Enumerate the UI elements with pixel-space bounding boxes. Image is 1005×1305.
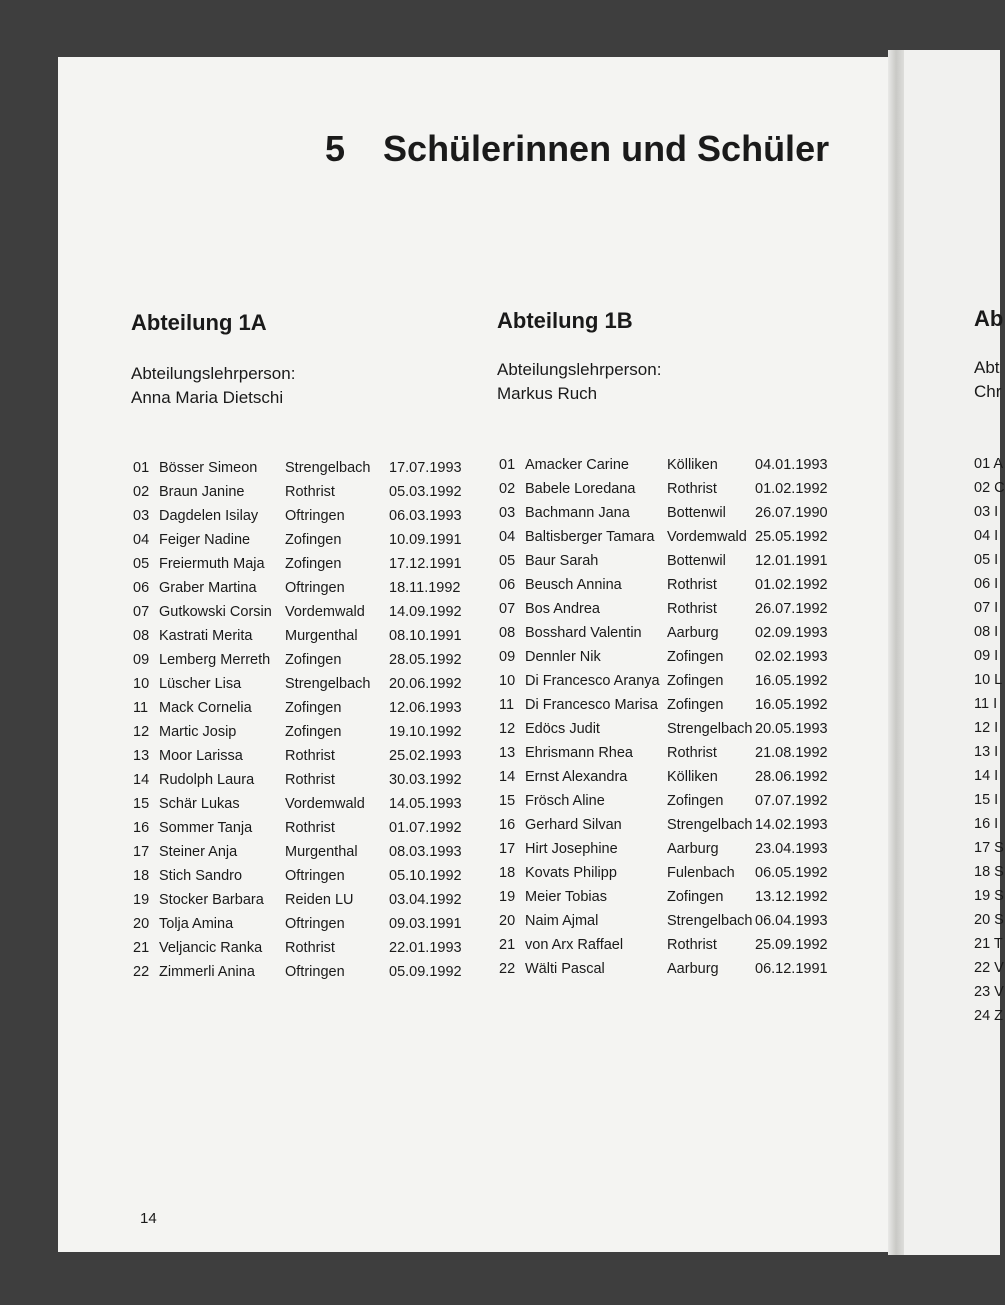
- student-place: Kölliken: [667, 769, 718, 785]
- student-number: 16: [133, 820, 150, 836]
- student-birthdate: 12.06.1993: [389, 700, 462, 716]
- right-page-row: 16 I: [974, 816, 999, 832]
- student-number: 09: [133, 652, 150, 668]
- chapter-number: 5: [325, 128, 346, 169]
- student-birthdate: 06.03.1993: [389, 508, 462, 524]
- right-page-row: 10 L: [974, 672, 1003, 688]
- student-birthdate: 02.02.1993: [755, 649, 828, 665]
- student-name: Martic Josip: [159, 724, 237, 740]
- student-name: Edöcs Judit: [525, 721, 600, 737]
- student-birthdate: 17.12.1991: [389, 556, 462, 572]
- student-place: Murgenthal: [285, 628, 358, 644]
- student-name: Lüscher Lisa: [159, 676, 242, 692]
- student-number: 14: [133, 772, 150, 788]
- student-name: von Arx Raffael: [525, 937, 624, 953]
- student-place: Rothrist: [285, 484, 335, 500]
- student-place: Oftringen: [285, 508, 345, 524]
- student-place: Rothrist: [285, 772, 335, 788]
- student-birthdate: 08.03.1993: [389, 844, 462, 860]
- student-birthdate: 01.02.1992: [755, 577, 828, 593]
- student-place: Zofingen: [285, 700, 342, 716]
- section-heading: Abteilung 1B: [497, 308, 633, 333]
- student-place: Oftringen: [285, 580, 345, 596]
- student-name: Baltisberger Tamara: [525, 529, 655, 545]
- student-place: Zofingen: [285, 652, 342, 668]
- student-birthdate: 20.06.1992: [389, 676, 462, 692]
- student-place: Zofingen: [285, 556, 342, 572]
- student-name: Di Francesco Marisa: [525, 697, 658, 713]
- student-place: Bottenwil: [667, 505, 726, 521]
- student-number: 12: [133, 724, 150, 740]
- student-number: 17: [133, 844, 150, 860]
- student-name: Stich Sandro: [159, 868, 243, 884]
- student-number: 05: [499, 553, 516, 569]
- student-birthdate: 02.09.1993: [755, 625, 828, 641]
- student-birthdate: 18.11.1992: [389, 580, 461, 596]
- student-birthdate: 05.10.1992: [389, 868, 462, 884]
- student-birthdate: 17.07.1993: [389, 460, 462, 476]
- student-birthdate: 01.02.1992: [755, 481, 828, 497]
- student-name: Ernst Alexandra: [525, 769, 628, 785]
- student-name: Amacker Carine: [525, 457, 629, 473]
- right-page-row: 06 I: [974, 576, 999, 592]
- student-place: Fulenbach: [667, 865, 735, 881]
- student-number: 17: [499, 841, 516, 857]
- right-page-row: 09 I: [974, 648, 999, 664]
- section-1a: [131, 310, 296, 407]
- teacher-label: Abteilungslehrperson:: [497, 360, 662, 379]
- right-page-row: 21 T: [974, 936, 1003, 952]
- student-number: 16: [499, 817, 516, 833]
- student-birthdate: 06.05.1992: [755, 865, 828, 881]
- student-name: Dagdelen Isilay: [159, 508, 259, 524]
- student-number: 21: [499, 937, 516, 953]
- student-place: Zofingen: [285, 532, 342, 548]
- right-page-row: 08 I: [974, 624, 999, 640]
- student-birthdate: 25.09.1992: [755, 937, 828, 953]
- student-name: Babele Loredana: [525, 481, 636, 497]
- student-birthdate: 26.07.1992: [755, 601, 828, 617]
- student-birthdate: 21.08.1992: [755, 745, 828, 761]
- student-name: Di Francesco Aranya: [525, 673, 660, 689]
- student-number: 09: [499, 649, 516, 665]
- student-name: Hirt Josephine: [525, 841, 618, 857]
- student-birthdate: 07.07.1992: [755, 793, 828, 809]
- student-number: 11: [499, 697, 515, 713]
- student-birthdate: 05.09.1992: [389, 964, 462, 980]
- student-birthdate: 20.05.1993: [755, 721, 828, 737]
- student-number: 19: [133, 892, 150, 908]
- student-number: 15: [499, 793, 516, 809]
- student-place: Oftringen: [285, 868, 345, 884]
- right-page-row: 17 S: [974, 840, 1004, 856]
- student-place: Rothrist: [667, 577, 717, 593]
- student-number: 02: [133, 484, 150, 500]
- student-name: Bösser Simeon: [159, 460, 258, 476]
- student-place: Oftringen: [285, 964, 345, 980]
- section-1b: [497, 308, 662, 403]
- student-number: 07: [133, 604, 150, 620]
- student-birthdate: 23.04.1993: [755, 841, 828, 857]
- student-name: Gerhard Silvan: [525, 817, 622, 833]
- student-birthdate: 19.10.1992: [389, 724, 462, 740]
- student-birthdate: 25.02.1993: [389, 748, 462, 764]
- right-page-row: 23 V: [974, 984, 1004, 1000]
- student-name: Gutkowski Corsin: [159, 604, 272, 620]
- student-place: Zofingen: [667, 649, 724, 665]
- student-number: 20: [133, 916, 150, 932]
- chapter-title: [325, 128, 829, 170]
- right-page-row: 12 I: [974, 720, 999, 736]
- student-birthdate: 16.05.1992: [755, 673, 828, 689]
- student-number: 13: [499, 745, 516, 761]
- right-page-row: 04 I: [974, 528, 999, 544]
- student-number: 04: [133, 532, 150, 548]
- student-name: Ehrismann Rhea: [525, 745, 633, 761]
- right-page-row: 24 Z: [974, 1008, 1004, 1024]
- student-name: Kovats Philipp: [525, 865, 617, 881]
- student-place: Strengelbach: [285, 676, 371, 692]
- student-birthdate: 13.12.1992: [755, 889, 828, 905]
- student-birthdate: 22.01.1993: [389, 940, 462, 956]
- student-number: 12: [499, 721, 516, 737]
- student-name: Tolja Amina: [159, 916, 234, 932]
- section-heading: Abteilung 1A: [131, 310, 267, 335]
- student-number: 14: [499, 769, 516, 785]
- right-page-row: 11 I: [974, 696, 998, 712]
- student-place: Kölliken: [667, 457, 718, 473]
- student-birthdate: 04.01.1993: [755, 457, 828, 473]
- right-page-row: 20 S: [974, 912, 1004, 928]
- student-number: 08: [133, 628, 150, 644]
- right-page-row: 18 S: [974, 864, 1004, 880]
- student-place: Rothrist: [285, 820, 335, 836]
- right-page-row: 19 S: [974, 888, 1004, 904]
- right-page-teacher-label: Abt: [974, 358, 1000, 377]
- right-page-row: 22 V: [974, 960, 1004, 976]
- student-number: 15: [133, 796, 150, 812]
- student-number: 10: [499, 673, 516, 689]
- right-page-heading: Ab: [974, 306, 1004, 331]
- student-name: Veljancic Ranka: [159, 940, 263, 956]
- student-number: 02: [499, 481, 516, 497]
- student-name: Freiermuth Maja: [159, 556, 265, 572]
- student-number: 18: [499, 865, 516, 881]
- page-number: 14: [140, 1210, 157, 1227]
- student-place: Aarburg: [667, 625, 719, 641]
- student-birthdate: 14.05.1993: [389, 796, 462, 812]
- student-place: Zofingen: [667, 697, 724, 713]
- student-place: Aarburg: [667, 961, 719, 977]
- student-number: 18: [133, 868, 150, 884]
- student-birthdate: 08.10.1991: [389, 628, 462, 644]
- student-place: Zofingen: [667, 793, 724, 809]
- student-number: 13: [133, 748, 150, 764]
- student-number: 01: [499, 457, 516, 473]
- student-name: Meier Tobias: [525, 889, 607, 905]
- chapter-title-text: Schülerinnen und Schüler: [383, 128, 830, 169]
- student-number: 22: [499, 961, 516, 977]
- student-birthdate: 03.04.1992: [389, 892, 462, 908]
- student-place: Oftringen: [285, 916, 345, 932]
- student-birthdate: 28.05.1992: [389, 652, 462, 668]
- student-place: Bottenwil: [667, 553, 726, 569]
- student-place: Rothrist: [285, 940, 335, 956]
- student-name: Braun Janine: [159, 484, 245, 500]
- student-name: Bosshard Valentin: [525, 625, 642, 641]
- student-place: Aarburg: [667, 841, 719, 857]
- student-place: Rothrist: [285, 748, 335, 764]
- student-number: 19: [499, 889, 516, 905]
- student-place: Rothrist: [667, 937, 717, 953]
- student-name: Stocker Barbara: [159, 892, 264, 908]
- right-page-teacher-name: Chr: [974, 382, 1002, 401]
- student-birthdate: 06.04.1993: [755, 913, 828, 929]
- student-name: Graber Martina: [159, 580, 257, 596]
- student-name: Steiner Anja: [159, 844, 238, 860]
- student-number: 07: [499, 601, 516, 617]
- student-number: 06: [499, 577, 516, 593]
- student-name: Kastrati Merita: [159, 628, 253, 644]
- student-number: 10: [133, 676, 150, 692]
- right-page-row: 01 A: [974, 456, 1004, 472]
- student-name: Bos Andrea: [525, 601, 600, 617]
- student-place: Vordemwald: [285, 796, 365, 812]
- student-birthdate: 30.03.1992: [389, 772, 462, 788]
- student-name: Lemberg Merreth: [159, 652, 271, 668]
- right-page-row: 05 I: [974, 552, 999, 568]
- student-name: Baur Sarah: [525, 553, 599, 569]
- student-name: Frösch Aline: [525, 793, 605, 809]
- student-birthdate: 14.02.1993: [755, 817, 828, 833]
- student-birthdate: 06.12.1991: [755, 961, 828, 977]
- student-birthdate: 01.07.1992: [389, 820, 462, 836]
- right-page-row: 15 I: [974, 792, 999, 808]
- student-place: Strengelbach: [285, 460, 371, 476]
- teacher-label: Abteilungslehrperson:: [131, 364, 296, 383]
- student-birthdate: 12.01.1991: [755, 553, 828, 569]
- student-name: Feiger Nadine: [159, 532, 251, 548]
- right-page-student-list: [974, 456, 1005, 1032]
- student-name: Rudolph Laura: [159, 772, 255, 788]
- student-place: Reiden LU: [285, 892, 354, 908]
- student-birthdate: 09.03.1991: [389, 916, 462, 932]
- right-page-row: 14 I: [974, 768, 999, 784]
- student-birthdate: 10.09.1991: [389, 532, 462, 548]
- student-place: Rothrist: [667, 481, 717, 497]
- student-place: Vordemwald: [285, 604, 365, 620]
- student-name: Moor Larissa: [159, 748, 243, 764]
- student-name: Dennler Nik: [525, 649, 601, 665]
- student-name: Beusch Annina: [525, 577, 622, 593]
- right-page-row: 07 I: [974, 600, 999, 616]
- student-place: Strengelbach: [667, 817, 753, 833]
- student-birthdate: 25.05.1992: [755, 529, 828, 545]
- student-place: Rothrist: [667, 745, 717, 761]
- student-place: Strengelbach: [667, 913, 753, 929]
- student-name: Bachmann Jana: [525, 505, 630, 521]
- student-birthdate: 26.07.1990: [755, 505, 828, 521]
- right-page-row: 02 C: [974, 480, 1005, 496]
- student-name: Sommer Tanja: [159, 820, 253, 836]
- student-place: Zofingen: [667, 889, 724, 905]
- right-page-row: 13 I: [974, 744, 999, 760]
- teacher-name: Anna Maria Dietschi: [131, 388, 284, 407]
- student-number: 11: [133, 700, 149, 716]
- student-place: Rothrist: [667, 601, 717, 617]
- student-number: 03: [499, 505, 516, 521]
- student-number: 06: [133, 580, 150, 596]
- teacher-name: Markus Ruch: [497, 384, 598, 403]
- right-page-row: 03 I: [974, 504, 999, 520]
- student-name: Schär Lukas: [159, 796, 240, 812]
- student-place: Murgenthal: [285, 844, 358, 860]
- student-birthdate: 16.05.1992: [755, 697, 828, 713]
- student-number: 04: [499, 529, 516, 545]
- student-birthdate: 14.09.1992: [389, 604, 462, 620]
- student-name: Naim Ajmal: [525, 913, 599, 929]
- student-place: Strengelbach: [667, 721, 753, 737]
- student-name: Mack Cornelia: [159, 700, 252, 716]
- student-name: Zimmerli Anina: [159, 964, 255, 980]
- student-name: Wälti Pascal: [525, 961, 605, 977]
- student-number: 20: [499, 913, 516, 929]
- student-place: Vordemwald: [667, 529, 747, 545]
- student-birthdate: 28.06.1992: [755, 769, 828, 785]
- student-number: 03: [133, 508, 150, 524]
- student-number: 21: [133, 940, 150, 956]
- student-number: 08: [499, 625, 516, 641]
- student-number: 05: [133, 556, 150, 572]
- student-birthdate: 05.03.1992: [389, 484, 462, 500]
- student-number: 01: [133, 460, 150, 476]
- student-place: Zofingen: [285, 724, 342, 740]
- student-place: Zofingen: [667, 673, 724, 689]
- student-number: 22: [133, 964, 150, 980]
